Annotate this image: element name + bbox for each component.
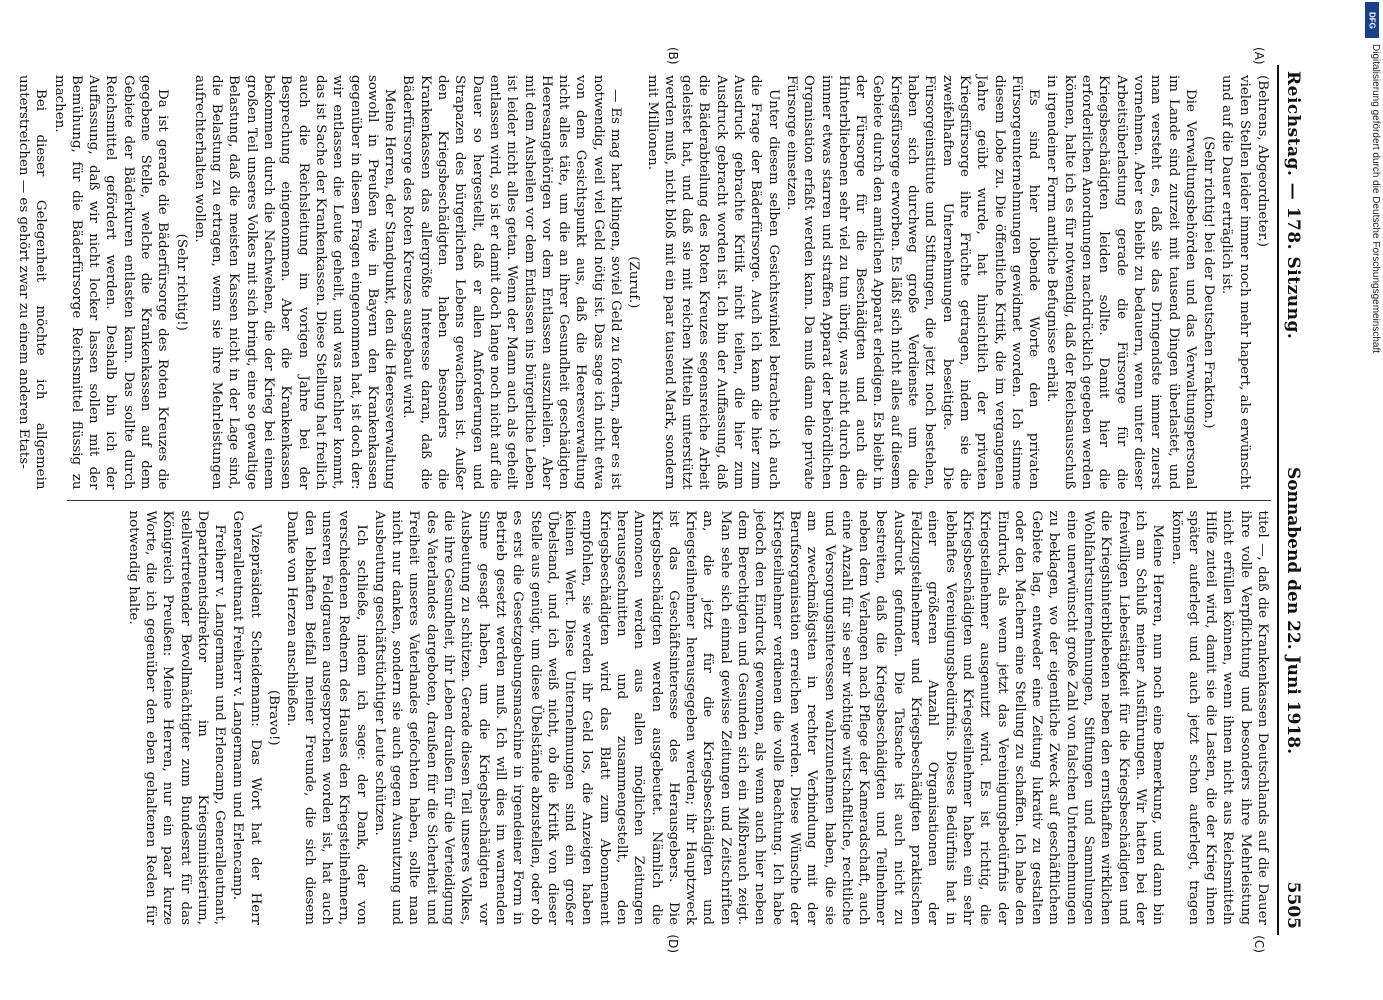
paragraph: Da ist gerade die Bäderfürsorge des Roten Kreuzes die gegebene Stelle, welche die Krankenkassen auf dem Gebiete der Bäderkuren entlasten kann. Das sollte durch Reichsmittel gefördert werden. Deshalb bin ich der Auffassung, daß wir nicht locker lassen sollen mit der Bemühung, für die Bäderfürsorge Reichsmittel flüssig zu machen. [51,75,170,490]
paragraph: Meine Herren, der Standpunkt, den die Heeresverwaltung sowohl in Preußen wie in Bayern den Krankenkassen gegenüber in diesen Fragen eingenommen hat, ist doch der: wir entlassen die Leute geheilt, und was nachher kommt, das ist Sache der Krankenkassen. Diese Stellung hat freilich auch die Reichsleitung im vorigen Jahre bei der Besprechung eingenommen. Aber die Krankenkassen bekommen durch die Nachwehen, die der Krieg bei einem großen Teil unseres Volkes mit sich bringt, eine so gewaltige Belastung, daß die meisten Kassen nicht in der Lage sind, die Belastung zu ertragen, wenn sie ihre Mehrleistungen aufrechterhalten wollen. [191,75,397,490]
paragraph: Freiherr v. Langermann und Erlencamp, Generalleutnant, Departementsdirektor im Kriegsministerium, stellvertretender Bevollmächtigter zum Bundesrat für das Königreich Preußen: Meine Herren, nur ein paar kurze Worte, die ich gegenüber den eben gehaltenen Reden für notwendig halte. [125,510,227,925]
page-number: 5505 [1282,881,1303,929]
speaker-label: (Behrens, Abgeordneter.) [1254,75,1270,247]
page-header [1277,65,1317,935]
paragraph: vielen Stellen leider immer noch mehr hapert, als erwünscht und auf die Dauer erträglich ist. [1218,75,1252,490]
left-column [15,47,1271,500]
interjection: (Zuruf.) [625,256,641,309]
text-columns [15,47,1271,953]
paragraph: titel —, daß die Krankenkassen Deutschlands auf die Dauer ihre volle Verpflichtung und besonders ihre Mehrleistung nicht erfüllen können, wenn ihnen nicht aus Reichsmitteln Hilfe zuteil wird, damit sie die Lasten, die der Krieg ihnen später auferlegt und auch jetzt schon auferlegt, tragen können. [1168,510,1270,925]
document-page [15,47,1317,953]
paragraph: Meine Herren, nun noch eine Bemerkung, und dann bin ich am Schluß meiner Ausführungen. Wir hatten bei der freiwilligen Liebestätigkeit für die Kriegsbeschädigten und die Kriegshinterbliebenen neben den ernsthaften wirklichen Wohlfahrtsunternehmungen, Stiftungen und Sammlungen eine unerwünscht große Zahl von falschen Unternehmungen zu beklagen, wo der eigentliche Zweck auf geschäftlichem Gebiete lag, entweder eine Zeitung lukrativ zu gestalten oder den Machern eine Stellung zu schaffen. Ich habe den Eindruck, als wenn jetzt das Vereinigungsbedürfnis der Kriegsteilnehmer ausgenutzt wird. Es ist richtig, die Kriegsbeschädigten und Kriegsteilnehmer haben ein sehr lebhaftes Vereinigungsbedürfnis. Dieses Bedürfnis hat in einer größeren Anzahl Organisationen der Feldzugsteilnehmer und Kriegsbeschädigten praktischen Ausdruck gefunden. Die Tatsache ist auch nicht zu bestreiten, daß die Kriegsbeschädigten und Teilnehmer neben dem Verlangen nach Pflege der Kameradschaft, auch eine Anzahl für sie sehr wichtige wirtschaftliche, rechtliche und Versorgungsinteressen wahrzunehmen haben, die sie am zweckmäßigsten in rechter Verbindung mit der Berufsorganisation erreichen werden. Diese Wünsche der Kriegsteilnehmer verdienen die volle Beachtung. Ich habe jedoch den Eindruck gewonnen, als wenn auch hier neben dem Berechtigten und Gesunden sich ein Mißbrauch zeigt. Man sehe sich einmal gewisse Zeitungen und Zeitschriften an, die jetzt für die Kriegsbeschädigten und Kriegsteilnehmer herausgegeben werden; ihr Hauptzweck ist das Geschäftsinteresse des Herausgebers. Die Kriegsbeschädigten werden ausgebeutet. Nämlich die Annoncen werden aus allen möglichen Zeitungen herausgeschnitten und zusammengestellt, den Kriegsbeschädigten wird das Blatt zum Abonnement empfohlen, sie werden ihr Geld los, die Anzeigen haben keinen Wert. Diese Unternehmungen sind ein großer Übelstand, und ich weiß nicht, ob die Kritik von dieser Stelle aus genügt, um diese Übelstände abzustellen, oder ob es erst die Gesetzgebungsmaschine in irgendeiner Form in Betrieb gesetzt werden muß. Ich will dies im warnenden Sinne gesagt haben, um die Kriegsbeschädigten vor Ausbeutung zu schützen. Gerade diesen Teil unseres Volkes, die ihre Gesundheit, ihr Leben draußen für die Verteidigung des Vaterlandes dargeboten, draußen für die Sicherheit und Freiheit unseres Vaterlandes gefochten haben, sollte man nicht nur danken, sondern sie auch gegen Ausnutzung und Ausbeutung geschäftstüchtiger Leute schützen. [371,510,1165,925]
right-column [67,500,1271,953]
paragraph: Unter diesem selben Gesichtswinkel betrachte ich auch die Frage der Bäderfürsorge. Auch ich kann die hier zum Ausdruck gebrachte Kritik nicht teilen, die hier zum Ausdruck gebracht worden ist. Ich bin der Auffassung, daß die Bäderabteilung des Roten Kreuzes segensreiche Arbeit geleistet hat, und daß sie mit reichen Mitteln unterstützt werden muß, nicht bloß mit ein paar tausend Mark, sondern mit Millionen. [644,75,781,490]
paragraph: Vizepräsident Scheidemann: Das Wort hat der Herr Generalleutnant Freiherr v. Langermann und Erlencamp. [229,510,263,925]
paragraph: Ich schließe, indem ich sage: der Dank, der von verschiedenen Rednern des Hauses den Kriegsteilnehmern, unseren Feldgrauen ausgesprochen worden ist, hat auch den lebhaften Beifall meiner Freunde, die sich diesem Danke von Herzen anschließen. [283,510,369,925]
interjection: (Sehr richtig!) [173,233,189,331]
header-date: Sonnabend den 22. Juni 1918. [1282,466,1303,755]
interjection: (Sehr richtig! bei der Deutschen Fraktion.) [1200,135,1216,429]
paragraph: Die Verwaltungsbehörden und das Verwaltungspersonal im Lande sind zurzeit mit tausend Dingen überlastet, und man versteht es, daß sie das Dringendste immer zuerst vornehmen. Aber es bleibt zu bedauern, wenn unter dieser Arbeitsüberlastung gerade die Fürsorge für die Kriegsbeschädigten leiden sollte. Damit hier die erforderlichen Anordnungen nachdrücklich gegeben werden können, halte ich es für notwendig, daß der Reichsausschuß in irgendeiner Form amtliche Befugnisse erhält. [1043,75,1198,490]
margin-marker-c: (C) [1251,935,1266,953]
interjection: (Bravo!) [265,689,281,746]
dfg-logo: DFG [1365,2,1379,38]
margin-marker-a: (A) [1251,47,1266,65]
funding-note: Digitalisierung gefördert durch die Deutsche Forschungsgemeinschaft [1370,44,1381,354]
paragraph: Bei dieser Gelegenheit möchte ich allgemein unterstreichen — es gehört zwar zu einem anderen Etats- [15,75,48,490]
margin-marker-b: (B) [665,47,680,65]
margin-marker-d: (D) [665,934,680,953]
paragraph: — Es mag hart klingen, soviel Geld zu fordern, aber es ist notwendig, weil viel Geld nötig ist. Das sage ich nicht etwa von dem Gesichtspunkt aus, daß die Heeresverwaltung nicht alles täte, um die an ihrer Gesundheit geschädigten Heeresangehörigen vor dem Entlassen auszuheilen. Aber mit dem Ausheilen vor dem Entlassen ins bürgerliche Leben ist leider nicht alles getan. Wenn der Mann auch als geheilt entlassen wird, so ist er damit doch lange noch nicht auf die Dauer so hergestellt, daß er allen Anforderungen und Strapazen des bürgerlichen Lebens gewachsen ist. Außer den Kriegsbeschädigten haben besonders die Krankenkassen das allergrößte Interesse daran, daß die Bäderfürsorge des Roten Kreuzes ausgebaut wird. [399,75,623,490]
paragraph: Es sind hier lobende Worte den privaten Fürsorgeunternehmungen gewidmet worden. Ich stimme diesem Lobe zu. Die öffentliche Kritik, die im vergangenen Jahre geübt wurde, hat hinsichtlich der privaten Kriegsfürsorge ihre Früchte getragen, indem sie die zweifelhaften Unternehmungen beseitigte. Die Fürsorgeinstitute und Stiftungen, die jetzt noch bestehen, haben sich durchweg große Verdienste um die Kriegsfürsorge erworben. Es läßt sich nicht alles auf diesem Gebiete durch den amtlichen Apparat erledigen. Es bleibt in der Fürsorge für die Beschädigten und auch die Hinterbliebenen sehr viel zu tun übrig, was nicht durch den immer etwas starren und straffen Apparat der behördlichen Organisation erfaßt werden kann. Da muß dann die private Fürsorge einsetzen. [783,75,1041,490]
header-session: Reichstag. — 178. Sitzung. [1282,71,1303,340]
